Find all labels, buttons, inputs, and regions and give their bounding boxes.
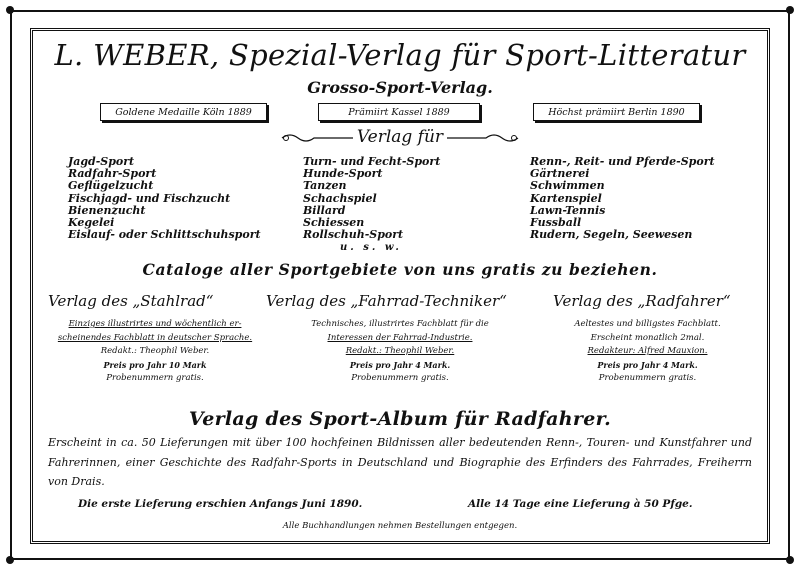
- footer-note: Alle Buchhandlungen nehmen Bestellungen entgegen.: [282, 521, 518, 531]
- sport-item: Tanzen: [303, 179, 347, 193]
- sport-item: Schiessen: [303, 216, 365, 230]
- sport-item: Jagd-Sport: [68, 155, 135, 168]
- catalogue-announcement: Cataloge aller Sportgebiete von uns gratis zu beziehen.: [142, 260, 658, 279]
- publication-sample: Probenummern gratis.: [106, 373, 204, 383]
- sport-item: Turn- und Fecht-Sport: [303, 155, 441, 168]
- publication-sample: Probenummern gratis.: [351, 373, 449, 383]
- publication-price: Preis pro Jahr 10 Mark: [103, 359, 207, 370]
- publication-fahrrad-techniker: [280, 318, 520, 386]
- sport-item: Billard: [303, 203, 346, 217]
- sport-item: Rudern, Segeln, Seewesen: [530, 228, 693, 242]
- medal-badge: Goldene Medaille Köln 1889: [100, 103, 267, 121]
- publication-line: Technisches, illustrirtes Fachblatt für die: [311, 319, 489, 329]
- verlag-fuer-heading: Verlag für: [356, 127, 444, 147]
- sport-item: Geflügelzucht: [68, 179, 154, 193]
- album-description: Erscheint in ca. 50 Lieferungen mit über 100 hochfeinen Bildnissen aller bedeutenden Renn-, Touren- und Kunstfahrer und Fahrerinnen, einer Geschichte des Radfahr-Sports in Deutschland und Biographie des Erfinders des Fahrrades, Freiherrn von Drais.: [48, 436, 752, 488]
- page-title: L. WEBER, Spezial-Verlag für Sport-Litteratur: [54, 38, 746, 72]
- sport-item: Kegelei: [68, 216, 115, 230]
- medal-badge: Prämiirt Kassel 1889: [318, 103, 480, 121]
- sport-list-left: [68, 156, 261, 241]
- etc-note: u. s. w.: [340, 242, 402, 253]
- corner-ornament-icon: [6, 6, 14, 14]
- sport-item: Radfahr-Sport: [68, 167, 157, 181]
- publication-line: Redakt.: Theophil Weber.: [100, 346, 210, 356]
- corner-ornament-icon: [786, 556, 794, 564]
- publication-line: Einziges illustrirtes und wöchentlich er-: [68, 319, 242, 329]
- publication-price: Preis pro Jahr 4 Mark.: [349, 359, 451, 370]
- publication-line: Erscheint monatlich 2mal.: [590, 332, 705, 343]
- scroll-ornament-icon: [445, 132, 520, 144]
- medal-badge: Höchst prämiirt Berlin 1890: [533, 103, 700, 121]
- corner-ornament-icon: [6, 556, 14, 564]
- publication-price: Preis pro Jahr 4 Mark.: [597, 359, 698, 370]
- publication-line: Redakteur: Alfred Mauxion.: [587, 346, 708, 356]
- sport-item: Hunde-Sport: [303, 167, 383, 181]
- publication-line: scheinendes Fachblatt in deutscher Sprache.: [57, 332, 253, 343]
- sport-item: Schwimmen: [530, 179, 605, 193]
- page-subtitle: Grosso-Sport-Verlag.: [307, 78, 493, 97]
- publication-heading: Verlag des „Radfahrer“: [553, 292, 731, 310]
- sport-item: Gärtnerei: [530, 167, 590, 181]
- publication-line: Interessen der Fahrrad-Industrie.: [327, 332, 473, 343]
- sport-item: Lawn-Tennis: [530, 203, 606, 217]
- publication-radfahrer: [535, 318, 760, 386]
- delivery-price-note: Alle 14 Tage eine Lieferung à 50 Pfge.: [468, 498, 693, 510]
- publication-sample: Probenummern gratis.: [598, 373, 697, 383]
- sport-item: Rollschuh-Sport: [303, 228, 404, 242]
- corner-ornament-icon: [786, 6, 794, 14]
- sport-item: Fischjagd- und Fischzucht: [68, 191, 231, 205]
- first-delivery-note: Die erste Lieferung erschien Anfangs Juni 1890.: [78, 498, 363, 510]
- publication-line: Redakt.: Theophil Weber.: [345, 346, 455, 356]
- publication-heading: Verlag des „Fahrrad-Techniker“: [266, 292, 507, 310]
- publication-stahlrad: [40, 318, 270, 386]
- sport-list-middle: [303, 156, 440, 241]
- sport-item: Fussball: [530, 216, 582, 230]
- sport-list-right: [530, 156, 715, 241]
- sport-item: Renn-, Reit- und Pferde-Sport: [530, 155, 715, 168]
- sport-item: Eislauf- oder Schlittschuhsport: [68, 228, 261, 242]
- sport-item: Kartenspiel: [530, 191, 602, 205]
- album-title: Verlag des Sport-Album für Radfahrer.: [188, 408, 612, 430]
- publication-line: Aeltestes und billigstes Fachblatt.: [574, 319, 721, 329]
- sport-item: Schachspiel: [303, 191, 377, 205]
- publication-heading: Verlag des „Stahlrad“: [48, 292, 214, 310]
- sport-item: Bienenzucht: [68, 203, 146, 217]
